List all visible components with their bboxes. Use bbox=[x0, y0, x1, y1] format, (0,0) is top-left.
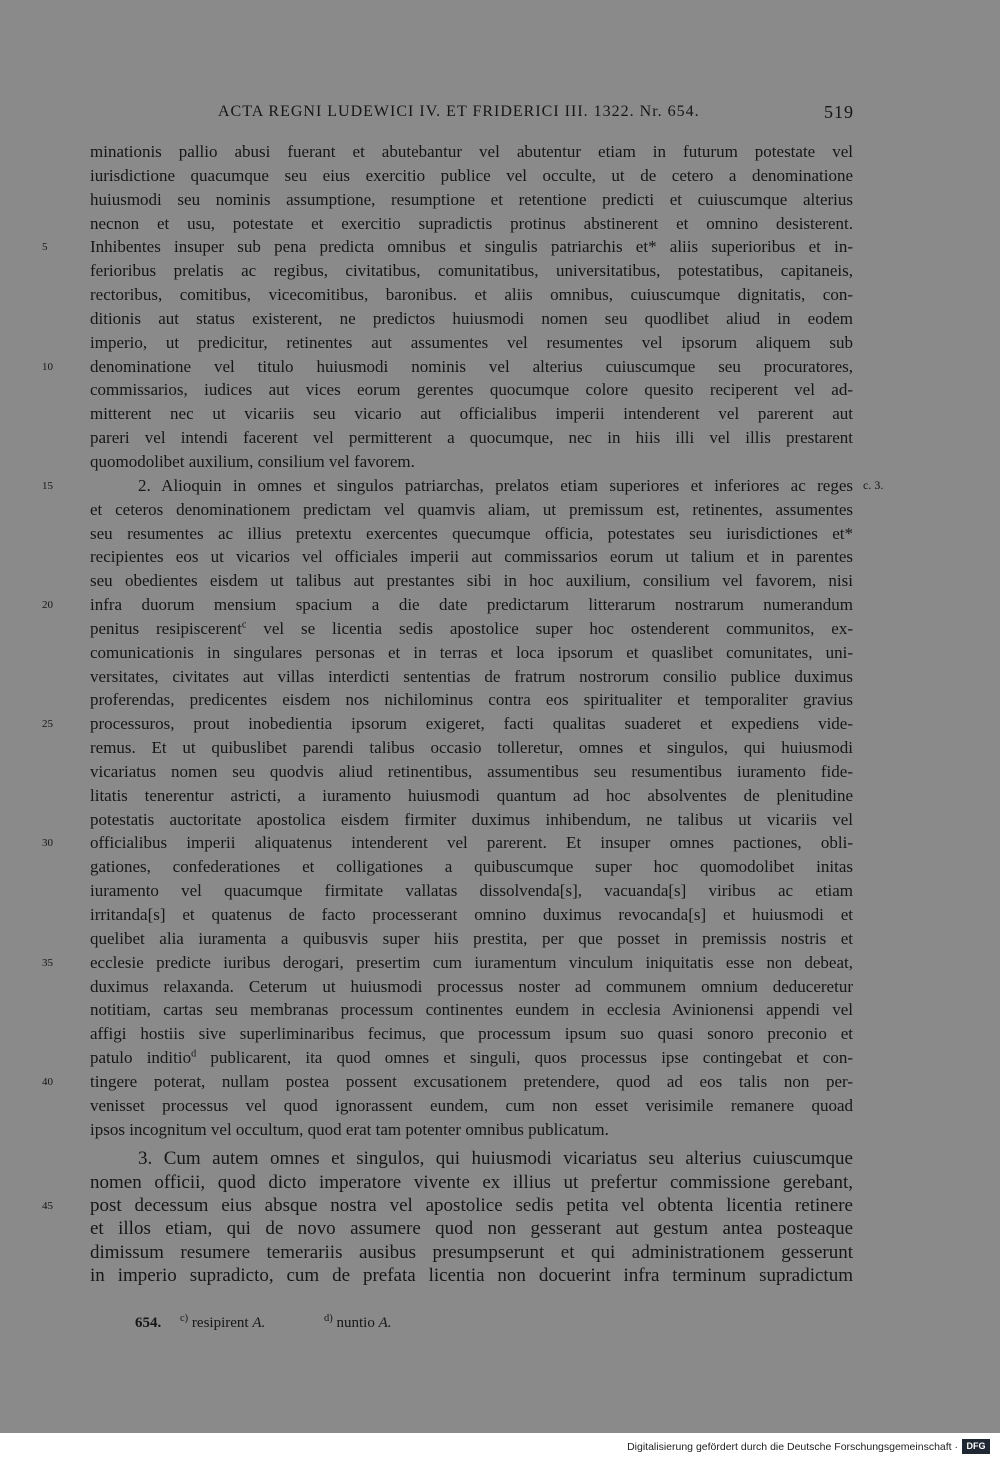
text-line: dimissum resumere temerariis ausibus presumpserunt et qui administrationem gesserunt bbox=[90, 1241, 853, 1263]
text-segment: 2. Alioquin in omnes et singulos patriarchas, prelatos etiam superiores et inferiores ac reges bbox=[138, 475, 853, 495]
text-line: seu resumentes ac illius pretextu exercentes quecumque officia, potestates seu iurisdictiones et* bbox=[90, 523, 853, 543]
footnote-text: resipirent bbox=[191, 1315, 249, 1331]
text-line bbox=[42, 593, 853, 617]
footnote-mark: d) bbox=[324, 1313, 333, 1324]
text-segment: patulo inditio bbox=[90, 1048, 192, 1068]
text-line: quomodolibet auxilium, consilium vel favorem. bbox=[90, 451, 415, 471]
text-line: in imperio supradicto, cum de prefata licentia non docuerint infra terminum supradictum bbox=[90, 1264, 853, 1286]
text-line: proferendas, predicentes eisdem nos nichilominus contra eos spiritualiter et temporaliter gravius bbox=[90, 690, 853, 710]
text-line: nomen officii, quod dicto imperatore vivente ex illius ut prefertur commissione gerebant, bbox=[90, 1171, 853, 1193]
text-line: mitterent nec ut vicariis seu vicario aut officialibus imperii intenderent vel parerent aut bbox=[90, 404, 853, 424]
page-number: 519 bbox=[824, 102, 854, 122]
footnote-document-number: 654. bbox=[135, 1315, 162, 1331]
text-line: et illos etiam, qui de novo assumere quod non gesserant aut gestum antea posteaque bbox=[90, 1218, 853, 1240]
text-segment: processuros, prout inobedientia ipsorum exigeret, facti qualitas suaderet et expediens vide- bbox=[90, 714, 853, 734]
line-number: 45 bbox=[42, 1200, 53, 1213]
text-segment: tingere poterat, nullam postea possent excusationem pretendere, quod ad eos talis non per- bbox=[90, 1071, 853, 1091]
text-line: 3. Cum autem omnes et singulos, qui huiusmodi vicariatus seu alterius cuiuscumque bbox=[138, 1148, 853, 1170]
text-line: commissarios, iudices aut vices eorum gerentes quocumque colore quesito reciperent vel ad- bbox=[90, 380, 853, 400]
paragraph bbox=[42, 1147, 853, 1287]
text-line: rectoribus, comitibus, vicecomitibus, baronibus. et aliis omnibus, cuiuscumque dignitatis, con- bbox=[90, 285, 853, 305]
text-line: affigi hostiis sive superliminaribus fecimus, que processum ipsum suo quasi sonoro preconio et bbox=[90, 1024, 853, 1044]
text-line bbox=[42, 831, 853, 855]
text-line bbox=[42, 474, 884, 498]
text-line: recipientes eos ut vicarios vel officiales imperii aut commissarios eorum ut talium et in parentes bbox=[90, 547, 853, 567]
text-segment: ecclesie predicte iuribus derogari, presertim cum iuramentum vinculum iniquitatis esse non debeat, bbox=[90, 952, 853, 972]
line-number: 5 bbox=[42, 241, 48, 254]
line-number: 10 bbox=[42, 360, 53, 373]
text-line: ditionis aut status existerent, ne predictos huiusmodi nomen seu quodlibet aliud in eodem bbox=[90, 308, 853, 328]
text-segment: post decessum eius absque nostra vel apostolice sedis petita vel obtenta licentia retinere bbox=[90, 1195, 853, 1217]
text-segment: penitus resipiscerent bbox=[90, 618, 242, 638]
text-line: quelibet alia iuramenta a quibusvis super hiis prestita, per que posset in premissis nostris et bbox=[90, 928, 853, 948]
line-number: 15 bbox=[42, 479, 53, 492]
text-line: necnon et usu, potestate et exercitio supradictis protinus abstinerent et omnino desisterent. bbox=[90, 213, 853, 233]
line-number: 40 bbox=[42, 1075, 53, 1088]
footnote-siglum: A. bbox=[378, 1315, 392, 1331]
text-line: potestatis auctoritate apostolica eisdem firmiter duximus inhibendum, ne talibus ut vicariis vel bbox=[90, 809, 853, 829]
text-line bbox=[90, 617, 853, 641]
text-segment: infra duorum mensium spacium a die date predictarum litterarum nostrarum numerandum bbox=[90, 595, 853, 615]
line-number: 25 bbox=[42, 718, 53, 731]
footnote bbox=[180, 1312, 265, 1334]
text-line: irritanda[s] et quatenus de facto processerant omnino duximus revocanda[s] et huiusmodi et bbox=[90, 905, 853, 924]
text-line: imperio, ut predicitur, retinentes aut assumentes vel resumentes vel ipsorum aliquem sub bbox=[90, 332, 853, 352]
text-line: vicariatus nomen seu quodvis aliud retinentibus, assumentibus seu resumentibus iuramento fide- bbox=[90, 761, 853, 781]
text-line: notitiam, cartas seu membranas processum continentes eundem in ecclesia Avinionensi appendi vel bbox=[90, 1000, 853, 1020]
text-segment: vel se licentia sedis apostolice super hoc ostenderent communitos, ex- bbox=[246, 618, 853, 638]
text-line: ipsos incognitum vel occultum, quod erat tam potenter omnibus publicatum. bbox=[90, 1119, 609, 1139]
text-line bbox=[42, 235, 853, 259]
text-line: litatis tenerentur astricti, a iuramento huiusmodi quantum ad hoc absolventes de plenitudine bbox=[90, 785, 853, 805]
footnote-mark: c) bbox=[180, 1313, 189, 1324]
dfg-logo: DFG bbox=[962, 1439, 990, 1454]
margin-note: c. 3. bbox=[863, 477, 884, 492]
text-line bbox=[90, 1046, 853, 1070]
text-segment: Inhibentes insuper sub pena predicta omnibus et singulis patriarchis et* aliis superioribus et in- bbox=[90, 237, 853, 257]
text-line bbox=[42, 1070, 853, 1094]
text-line: ferioribus prelatis ac regibus, civitatibus, comunitatibus, universitatibus, potestatibus, capitaneis, bbox=[90, 261, 853, 281]
text-line bbox=[42, 1194, 853, 1217]
text-line: minationis pallio abusi fuerant et abutebantur vel abutentur etiam in futurum potestate vel bbox=[90, 142, 853, 161]
text-line: iuramento vel quacumque firmitate vallatas dissolvenda[s], vacuanda[s] viribus ac etiam bbox=[90, 881, 853, 901]
line-number: 30 bbox=[42, 837, 53, 850]
text-line: et ceteros denominationem predictam vel quamvis aliam, ut premissum est, retinentes, assumentes bbox=[90, 499, 853, 519]
text-line bbox=[42, 355, 853, 379]
line-number: 35 bbox=[42, 956, 53, 969]
text-line: iurisdictione quacumque seu eius exercitio publice vel occulte, ut de cetero a denominatione bbox=[90, 165, 853, 185]
footnote-reference: d bbox=[191, 1048, 197, 1060]
paragraph bbox=[42, 140, 853, 474]
footnote-siglum: A. bbox=[252, 1315, 266, 1331]
running-head: ACTA REGNI LUDEWICI IV. ET FRIDERICI III. 1322. Nr. 654. bbox=[218, 103, 700, 120]
text-segment: denominatione vel titulo huiusmodi nominis vel alterius cuiuscumque seu procuratores, bbox=[90, 356, 853, 376]
text-line: duximus relaxanda. Ceterum ut huiusmodi processus noster ad communem omnium deduceretur bbox=[90, 976, 853, 996]
text-line: seu obedientes eisdem ut talibus aut prestantes sibi in hoc auxilium, consilium vel favorem, nisi bbox=[90, 571, 853, 591]
text-line bbox=[42, 712, 853, 736]
footnote bbox=[324, 1312, 392, 1334]
text-line: gationes, confederationes et colligationes a quibuscumque super hoc quomodolibet initas bbox=[90, 857, 853, 877]
text-line: versitates, civitates aut villas interdicti sententias de fratrum nostrorum consilio publice duximus bbox=[90, 666, 853, 686]
footer-bar bbox=[0, 1433, 1000, 1459]
text-segment: publicarent, ita quod omnes et singuli, quos processus ipse contingebat et con- bbox=[196, 1048, 854, 1068]
line-number: 20 bbox=[42, 599, 53, 612]
text-body bbox=[42, 140, 884, 1287]
footnote-reference: c bbox=[241, 619, 247, 631]
footnote-text: nuntio bbox=[336, 1315, 375, 1331]
text-line: remus. Et ut quibuslibet parendi talibus occasio tolleretur, omnes et singulos, qui huiusmodi bbox=[90, 738, 853, 758]
funding-notice: Digitalisierung gefördert durch die Deutsche Forschungsgemeinschaft · bbox=[627, 1441, 958, 1453]
paragraph bbox=[42, 474, 884, 1142]
footnotes bbox=[0, 1312, 1000, 1334]
text-line: venisset processus vel quod ignorassent eundem, cum non esset verisimile remanere quoad bbox=[90, 1095, 853, 1115]
text-line bbox=[42, 951, 853, 975]
text-line: pareri vel intendi facerent vel permitterent a quocumque, nec in hiis illi vel illis prestarent bbox=[90, 428, 853, 448]
text-segment: officialibus imperii aliquatenus intenderent vel parerent. Et insuper omnes pactiones, obli- bbox=[90, 833, 853, 853]
text-line: huiusmodi seu nominis assumptione, resumptione et retentione predicti et cuiuscumque alterius bbox=[90, 189, 853, 209]
text-line: comunicationis in singulares personas et in terras et loca ipsorum et quaslibet comunitates, uni- bbox=[90, 642, 853, 662]
